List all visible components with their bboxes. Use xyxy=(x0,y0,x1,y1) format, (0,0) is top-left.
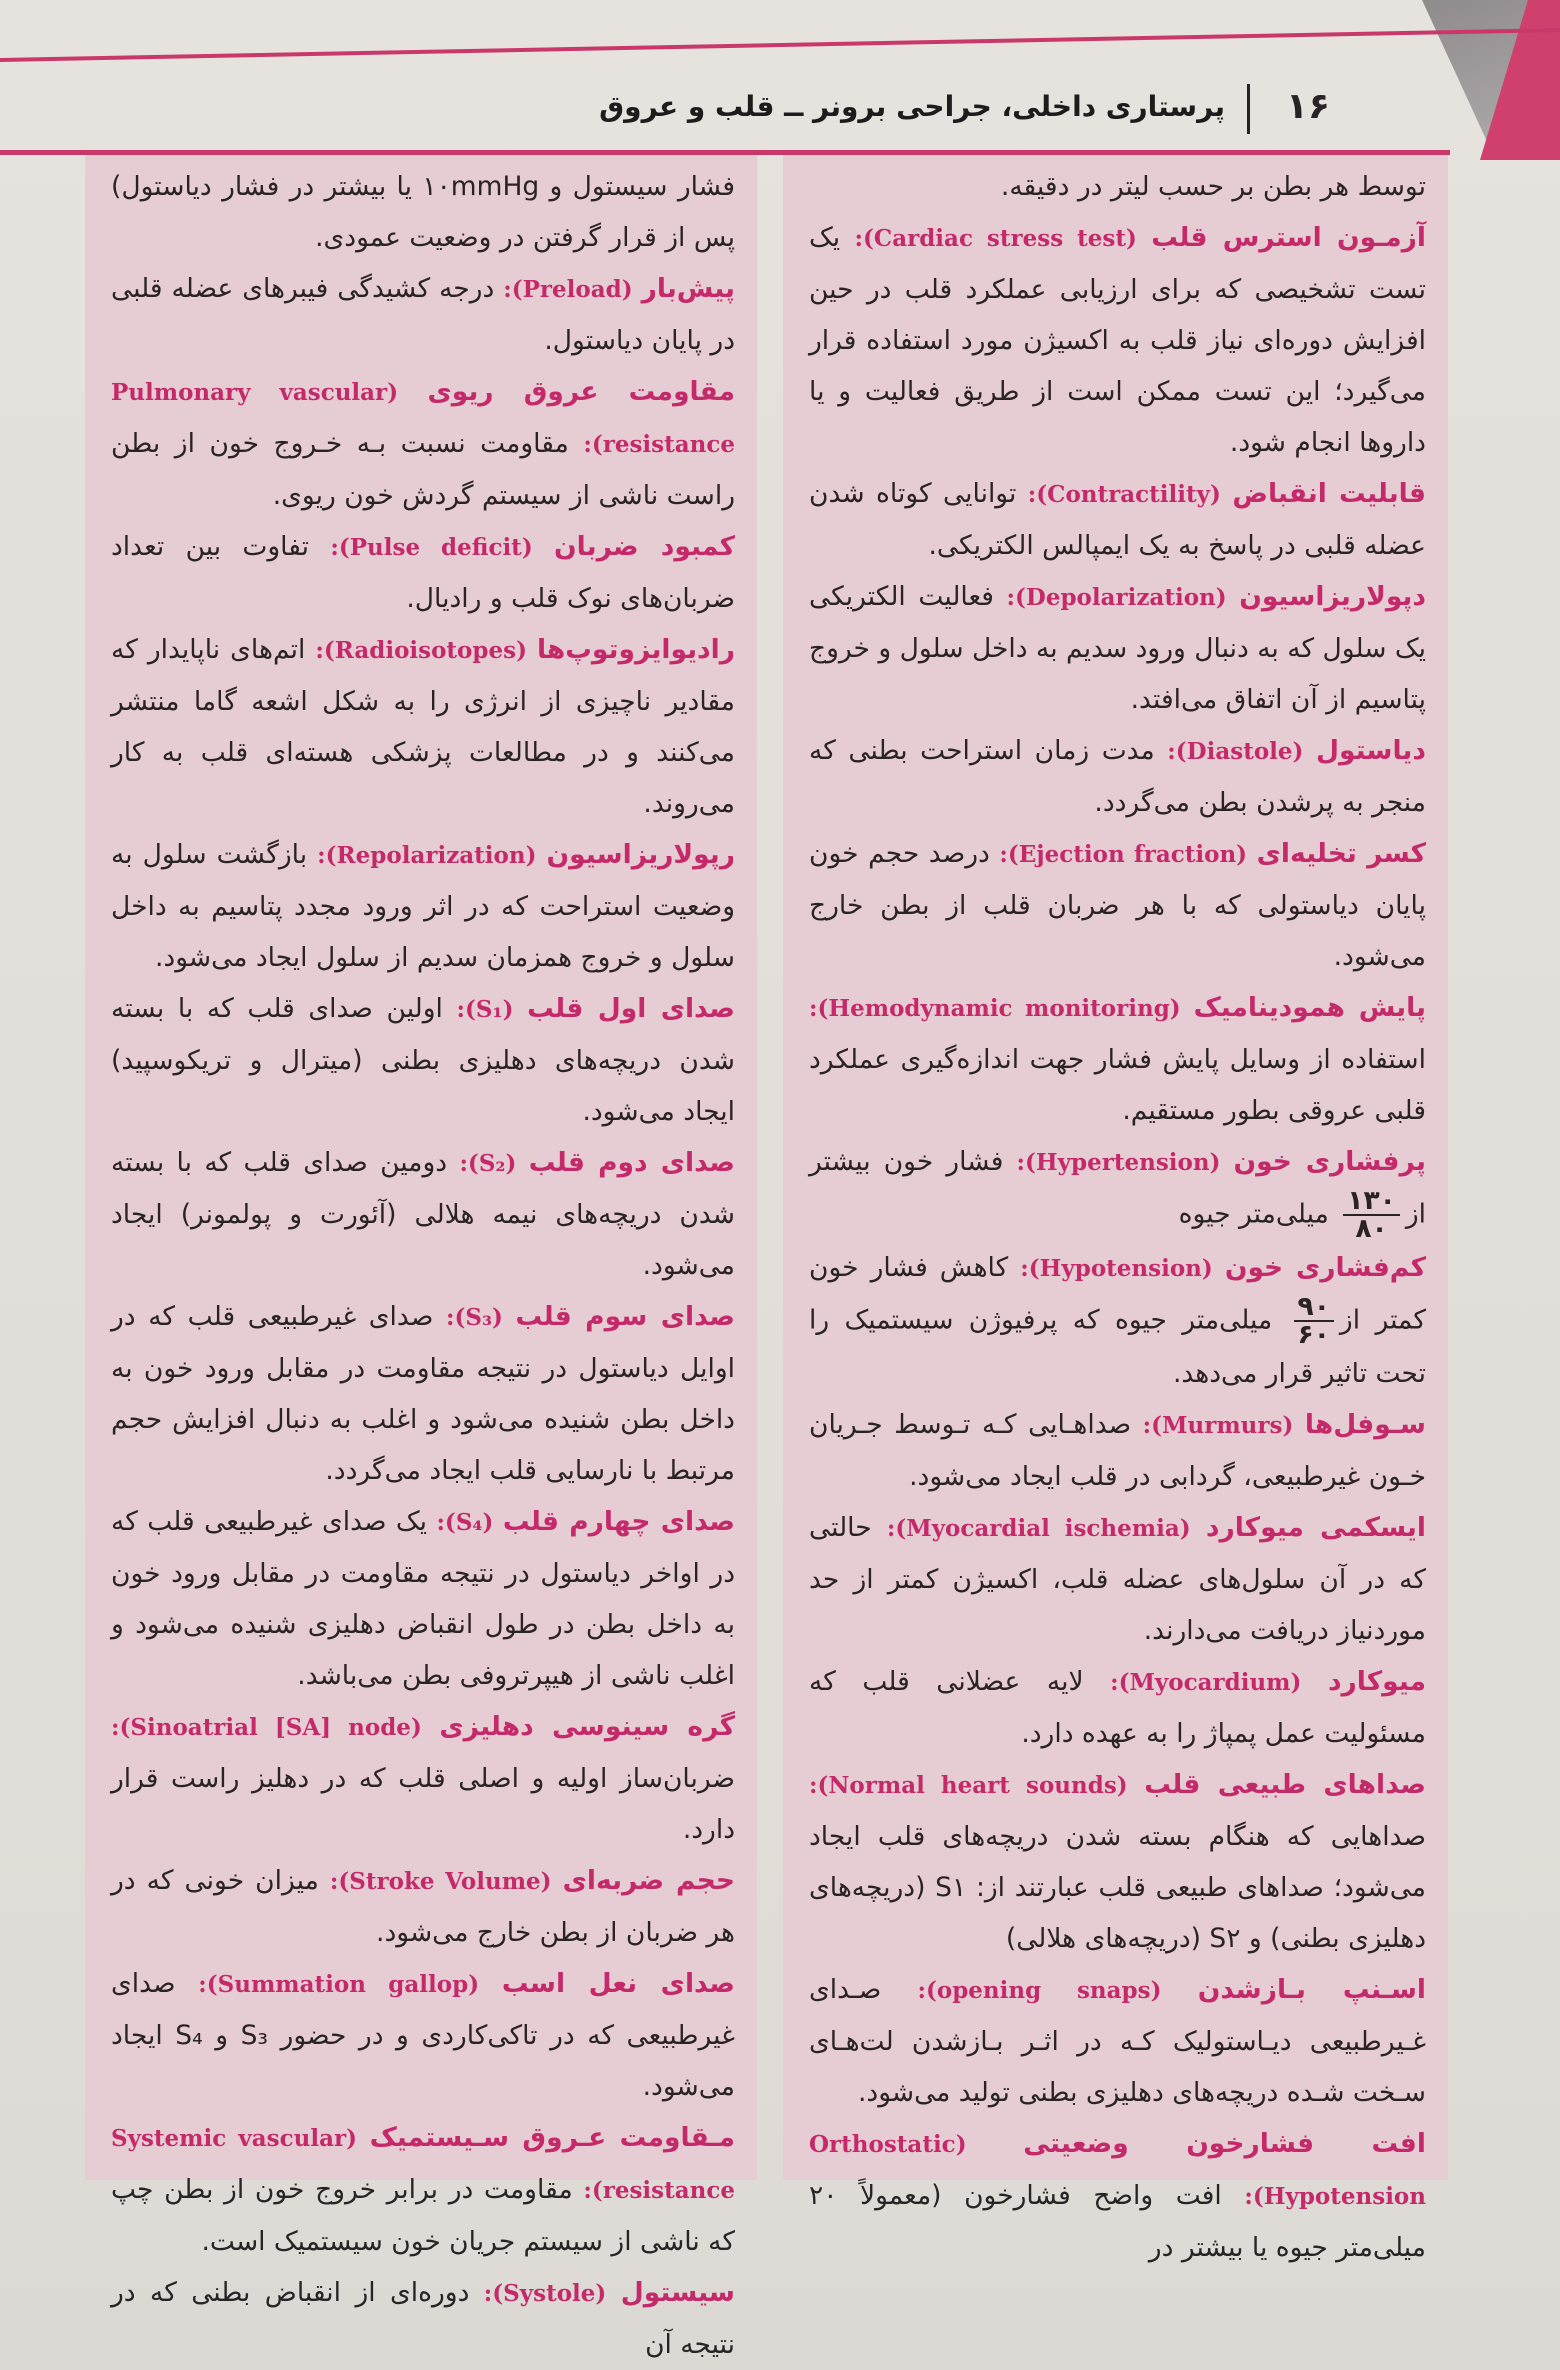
glossary-term: صدای اول قلب xyxy=(527,993,735,1024)
glossary-term: مـقاومت عـروق سـیستمیک xyxy=(369,2122,735,2153)
english-term: (Hemodynamic monitoring): xyxy=(809,995,1181,1022)
definition-text: درجه کشیدگی فیبرهای عضله قلبی در پایان دیاستول. xyxy=(111,273,735,356)
english-term: (Diastole): xyxy=(1167,738,1304,765)
fraction-denominator: ۶۰ xyxy=(1297,1319,1330,1350)
english-term: (Preload): xyxy=(503,276,633,303)
glossary-term: صداهای طبیعی قلب xyxy=(1144,1769,1426,1800)
glossary-entry xyxy=(111,1701,735,1855)
english-term: (Radioisotopes): xyxy=(315,637,527,664)
glossary-entry xyxy=(111,829,735,983)
definition-text: دومین صدای قلب که با بسته شدن دریچه‌های نیمه هلالی (آئورت و پولمونر) ایجاد می‌شود. xyxy=(111,1147,735,1281)
english-term: (Contractility): xyxy=(1027,481,1221,508)
english-term: (Myocardium): xyxy=(1110,1669,1302,1696)
glossary-term: رپولاریزاسیون xyxy=(546,839,735,870)
glossary-term: صدای نعل اسب xyxy=(501,1968,735,1999)
glossary-term: دپولاریزاسیون xyxy=(1239,581,1426,612)
english-term: (Ejection fraction): xyxy=(999,841,1248,868)
definition-text: فعالیت الکتریکی یک سلول که به دنبال ورود سدیم به داخل سلول و خروج پتاسیم از آن اتفاق می‌افتد. xyxy=(809,581,1426,715)
glossary-term: کسر تخلیه‌ای xyxy=(1256,838,1426,869)
glossary-entry xyxy=(809,1759,1426,1964)
english-term: (S₃): xyxy=(445,1304,503,1331)
glossary-entry xyxy=(111,1958,735,2112)
glossary-entry xyxy=(809,1242,1426,1399)
glossary-list-right xyxy=(809,212,1426,2273)
glossary-term: افت فشارخون وضعیتی xyxy=(1023,2128,1426,2159)
glossary-entry xyxy=(111,263,735,366)
definition-text: حالتی که در آن سلول‌های عضله قلب، اکسیژن کمتر از حد موردنیاز دریافت می‌دارند. xyxy=(809,1512,1426,1646)
glossary-entry xyxy=(111,983,735,1137)
fraction xyxy=(1294,1291,1334,1350)
english-term: (Stroke Volume): xyxy=(329,1868,552,1895)
english-term: (Normal heart sounds): xyxy=(809,1772,1128,1799)
definition-text: درصد حجم خون پایان دیاستولی که با هر ضربان قلب از بطن خارج می‌شود. xyxy=(809,838,1426,972)
glossary-term: قابلیت انقباض xyxy=(1232,478,1426,509)
definition-text: اتم‌های ناپایدار که مقادیر ناچیزی از انرژی را به شکل اشعه گاما منتشر می‌کنند و در مطالعات پزشکی هسته‌ای قلب به کار می‌روند. xyxy=(111,634,735,819)
header-top-rule xyxy=(0,28,1560,62)
glossary-entry xyxy=(809,725,1426,828)
definition-text: صـدای غـیرطبیعی دیـاستولیک کـه در اثـر بـازشدن لت‌هـای سـخت شـده دریچه‌های دهلیزی بطنی تولید می‌شود. xyxy=(809,1974,1426,2108)
glossary-entry xyxy=(111,366,735,521)
glossary-term: پیش‌بار xyxy=(641,273,735,304)
glossary-term: سیستول xyxy=(620,2277,735,2308)
english-term: (Systole): xyxy=(483,2280,607,2307)
english-term: (Depolarization): xyxy=(1006,584,1227,611)
definition-text: مدت زمان استراحت بطنی که منجر به پرشدن بطن می‌گردد. xyxy=(809,735,1426,818)
glossary-term: صدای سوم قلب xyxy=(515,1301,735,1332)
header-separator xyxy=(1247,84,1250,134)
page-number: ۱۶ xyxy=(1286,86,1330,127)
glossary-term: سـوفل‌ها xyxy=(1304,1409,1426,1440)
glossary-term: کم‌فشاری خون xyxy=(1224,1252,1426,1283)
english-term: (S₁): xyxy=(456,996,514,1023)
glossary-entry xyxy=(809,1502,1426,1656)
definition-text: میزان خونی که در هر ضربان از بطن خارج می‌شود. xyxy=(111,1865,735,1948)
english-term: (Summation gallop): xyxy=(198,1971,480,1998)
english-term: (Repolarization): xyxy=(317,842,537,869)
fraction-denominator: ۸۰ xyxy=(1355,1213,1388,1244)
definition-text: یک تست تشخیصی که برای ارزیابی عملکرد قلب در حین افزایش دوره‌ای نیاز قلب به اکسیژن مورد استفاده قرار می‌گیرد؛ این تست ممکن است از طریق فعالیت و یا داروها انجام شود. xyxy=(809,222,1426,458)
definition-text: توانایی کوتاه شدن عضله قلبی در پاسخ به یک ایمپالس الکتریکی. xyxy=(809,478,1426,561)
glossary-entry xyxy=(111,624,735,829)
fraction xyxy=(1343,1185,1400,1244)
glossary-list-left xyxy=(111,263,735,2370)
definition-text-after: میلی‌متر جیوه xyxy=(1178,1198,1338,1230)
definition-text: اولین صدای قلب که با بسته شدن دریچه‌های دهلیزی بطنی (میترال و تریکوسپید) ایجاد می‌شود. xyxy=(111,993,735,1127)
definition-text: صداهایی که هنگام بسته شدن دریچه‌های قلب ایجاد می‌شود؛ صداهای طبیعی قلب عبارتند از: S۱ (دریچه‌های دهلیزی بطنی) و S۲ (دریچه‌های هلالی) xyxy=(809,1821,1427,1954)
glossary-column-right xyxy=(783,155,1448,2263)
fraction-numerator: ۹۰ xyxy=(1294,1294,1334,1322)
english-term: (Pulse deficit): xyxy=(330,534,533,561)
glossary-term: پایش همودینامیک xyxy=(1193,992,1426,1023)
english-term: (Sinoatrial [SA] node): xyxy=(111,1714,422,1741)
glossary-term: دیاستول xyxy=(1316,735,1426,766)
glossary-entry xyxy=(809,212,1426,468)
glossary-term: رادیوایزوتوپ‌ها xyxy=(536,634,735,665)
glossary-entry xyxy=(111,1496,735,1701)
glossary-term: حجم ضربه‌ای xyxy=(562,1865,735,1896)
glossary-entry xyxy=(809,468,1426,571)
glossary-entry xyxy=(111,1855,735,1958)
glossary-entry xyxy=(809,1399,1426,1502)
glossary-entry xyxy=(111,1291,735,1496)
english-term: (Myocardial ischemia): xyxy=(886,1515,1191,1542)
continued-text: توسط هر بطن بر حسب لیتر در دقیقه. xyxy=(1000,171,1426,202)
definition-text: فشار خون بیشتر از xyxy=(809,1146,1426,1230)
english-term: (Systemic vascular resistance): xyxy=(111,2125,735,2204)
glossary-entry xyxy=(809,2118,1426,2273)
glossary-entry xyxy=(809,1656,1426,1759)
glossary-entry xyxy=(111,2267,735,2370)
glossary-term: پرفشاری خون xyxy=(1233,1146,1426,1177)
definition-text: صدای غیرطبیعی که در تاکی‌کاردی و در حضور S₃ و S₄ ایجاد می‌شود. xyxy=(111,1968,735,2102)
definition-text: بازگشت سلول به وضعیت استراحت که در اثر ورود مجدد پتاسیم به داخل سلول و خروج همزمان سدیم از سلول ایجاد می‌شود. xyxy=(111,839,735,973)
glossary-term: گره سینوسی دهلیزی xyxy=(439,1711,735,1742)
glossary-term: کمبود ضربان xyxy=(554,531,735,562)
definition-text: ضربان‌ساز اولیه و اصلی قلب که در دهلیز راست قرار دارد. xyxy=(111,1763,735,1845)
glossary-entry xyxy=(809,828,1426,982)
glossary-term: میوکارد xyxy=(1327,1666,1426,1697)
english-term: (Pulmonary vascular resistance): xyxy=(111,379,735,458)
definition-text: دوره‌ای از انقباض بطنی که در نتیجه آن xyxy=(111,2277,735,2360)
definition-text: مقاومت در برابر خروج خون از بطن چپ که ناشی از سیستم جریان خون سیستمیک است. xyxy=(111,2174,735,2257)
glossary-term: اسـنپ بـازشدن xyxy=(1197,1974,1426,2005)
glossary-column-left xyxy=(85,155,757,2360)
definition-text: کاهش فشار خون کمتر از xyxy=(809,1252,1426,1336)
glossary-term: آزمـون استرس قلب xyxy=(1151,222,1426,253)
definition-text: تفاوت بین تعداد ضربان‌های نوک قلب و رادیال. xyxy=(111,531,735,614)
glossary-entry xyxy=(809,982,1426,1136)
english-term: (Cardiac stress test): xyxy=(854,225,1137,252)
english-term: (Orthostatic Hypotension): xyxy=(809,2131,1426,2210)
glossary-entry xyxy=(111,2112,735,2267)
english-term: (S₄): xyxy=(436,1509,494,1536)
english-term: (opening snaps): xyxy=(917,1977,1162,2004)
running-header xyxy=(0,72,1450,155)
definition-text: صداهـایی کـه تـوسط جـریان خـون غیرطبیعی، گردابی در قلب ایجاد می‌شود. xyxy=(809,1409,1426,1492)
english-term: (Hypertension): xyxy=(1016,1149,1221,1176)
definition-text: افت واضح فشارخون (معمولاً ۲۰ میلی‌متر جیوه یا بیشتر در xyxy=(809,2180,1426,2263)
definition-text: یک صدای غیرطبیعی قلب که در اواخر دیاستول در نتیجه مقاومت در مقابل ورود خون به داخل بطن در طول انقباض دهلیزی شنیده می‌شود و اغلب ناشی از هیپرتروفی بطن می‌باشد. xyxy=(111,1506,735,1691)
glossary-entry xyxy=(809,571,1426,725)
english-term: (Hypotension): xyxy=(1020,1255,1213,1282)
glossary-entry xyxy=(809,1136,1426,1242)
glossary-entry xyxy=(111,521,735,624)
english-term: (Murmurs): xyxy=(1142,1412,1294,1439)
continued-text: فشار سیستول و ۱۰mmHg یا بیشتر در فشار دیاستول) پس از قرار گرفتن در وضعیت عمودی. xyxy=(111,171,735,253)
definition-text: مقاومت نسبت بـه خـروج خون از بطن راست ناشی از سیستم گردش خون ریوی. xyxy=(111,428,735,511)
glossary-term: صدای چهارم قلب xyxy=(502,1506,735,1537)
definition-text: استفاده از وسایل پایش فشار جهت اندازه‌گیری عملکرد قلبی عروقی بطور مستقیم. xyxy=(809,1044,1426,1126)
glossary-term: ایسکمی میوکارد xyxy=(1205,1512,1426,1543)
fraction-numerator: ۱۳۰ xyxy=(1343,1188,1400,1216)
definition-text: صدای غیرطبیعی قلب که در اوایل دیاستول در نتیجه مقاومت در مقابل ورود خون به داخل بطن شنیده می‌شود و اغلب به دنبال افزایش حجم مرتبط با نارسایی قلب ایجاد می‌گردد. xyxy=(111,1301,735,1486)
definition-text-after: میلی‌متر جیوه که پرفیوژن سیستمیک را تحت تاثیر قرار می‌دهد. xyxy=(809,1304,1426,1389)
glossary-entry xyxy=(809,1964,1426,2118)
glossary-entry xyxy=(111,1137,735,1291)
chapter-title: پرستاری داخلی، جراحی برونر ــ قلب و عروق xyxy=(599,90,1225,123)
english-term: (S₂): xyxy=(459,1150,517,1177)
definition-text: لایه عضلانی قلب که مسئولیت عمل پمپاژ را به عهده دارد. xyxy=(809,1666,1426,1749)
glossary-term: صدای دوم قلب xyxy=(528,1147,736,1178)
glossary-term: مقاومت عروق ریوی xyxy=(427,376,735,407)
